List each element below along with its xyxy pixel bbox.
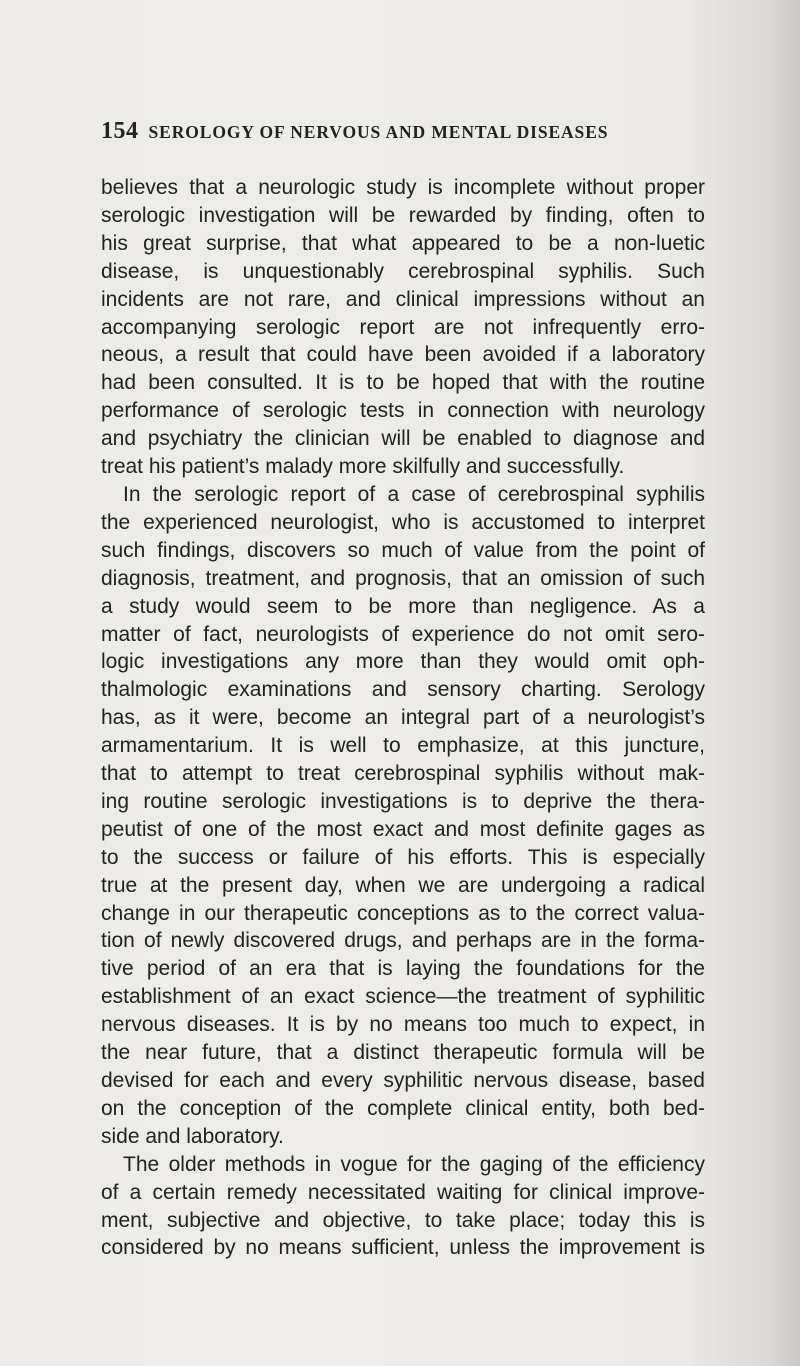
text-line: ment, subjective and objective, to take place; today this is (101, 1208, 705, 1232)
running-head: SEROLOGY OF NERVOUS AND MENTAL DISEASES (148, 122, 609, 142)
text-line: such findings, discovers so much of value from the point of (101, 538, 705, 562)
text-line: has, as it were, become an integral part of a neurologist’s (101, 706, 705, 730)
text-line: neous, a result that could have been avoided if a laboratory (101, 343, 705, 367)
text-line: a study would seem to be more than negligence. As a (101, 594, 705, 618)
body-text (101, 174, 705, 1262)
text-line: of a certain remedy necessitated waiting for clinical improve- (101, 1180, 705, 1204)
text-line: logic investigations any more than they would omit oph- (101, 650, 705, 674)
text-line: diagnosis, treatment, and prognosis, that an omission of such (101, 566, 705, 590)
text-line: armamentarium. It is well to emphasize, at this juncture, (101, 734, 705, 758)
paragraph-start-line: In the serologic report of a case of cerebrospinal syphilis (123, 482, 705, 506)
text-line: on the conception of the complete clinical entity, both bed- (101, 1096, 705, 1120)
text-line: believes that a neurologic study is incomplete without proper (101, 176, 705, 199)
text-line: change in our therapeutic conceptions as to the correct valua- (101, 901, 705, 925)
page-header (101, 118, 701, 145)
text-line: accompanying serologic report are not infrequently erro- (101, 315, 705, 339)
text-line: thalmologic examinations and sensory charting. Serology (101, 678, 705, 702)
text-line: side and laboratory. (101, 1124, 284, 1148)
text-line: tion of newly discovered drugs, and perhaps are in the forma- (101, 929, 705, 953)
text-line: serologic investigation will be rewarded by finding, often to (101, 203, 705, 227)
text-line: true at the present day, when we are undergoing a radical (101, 873, 705, 897)
text-line: devised for each and every syphilitic nervous disease, based (101, 1069, 705, 1092)
text-line: performance of serologic tests in connection with neurology (101, 399, 705, 423)
text-line: considered by no means sufficient, unless the improvement is (101, 1236, 705, 1260)
text-line: that to attempt to treat cerebrospinal syphilis without mak- (101, 762, 705, 786)
text-line: his great surprise, that what appeared to be a non-luetic (101, 231, 705, 255)
text-line: nervous diseases. It is by no means too much to expect, in (101, 1013, 705, 1037)
text-line: the experienced neurologist, who is accustomed to interpret (101, 510, 705, 534)
text-line: matter of fact, neurologists of experience do not omit sero- (101, 622, 705, 646)
text-line: incidents are not rare, and clinical impressions without an (101, 287, 705, 311)
text-line: to the success or failure of his efforts. This is especially (101, 845, 705, 869)
text-line: and psychiatry the clinician will be enabled to diagnose and (101, 427, 705, 451)
text-line: treat his patient’s malady more skilfully and successfully. (101, 455, 625, 479)
text-line: had been consulted. It is to be hoped that with the routine (101, 371, 705, 395)
text-line: peutist of one of the most exact and most definite gages as (101, 817, 705, 841)
text-line: disease, is unquestionably cerebrospinal syphilis. Such (101, 259, 705, 283)
text-line: the near future, that a distinct therapeutic formula will be (101, 1041, 705, 1065)
paragraph-start-line: The older methods in vogue for the gaging of the efficiency (123, 1152, 705, 1176)
text-line: establishment of an exact science—the treatment of syphilitic (101, 985, 705, 1009)
text-line: tive period of an era that is laying the foundations for the (101, 957, 705, 981)
text-line: ing routine serologic investigations is to deprive the thera- (101, 789, 705, 813)
page-number: 154 (101, 118, 139, 144)
